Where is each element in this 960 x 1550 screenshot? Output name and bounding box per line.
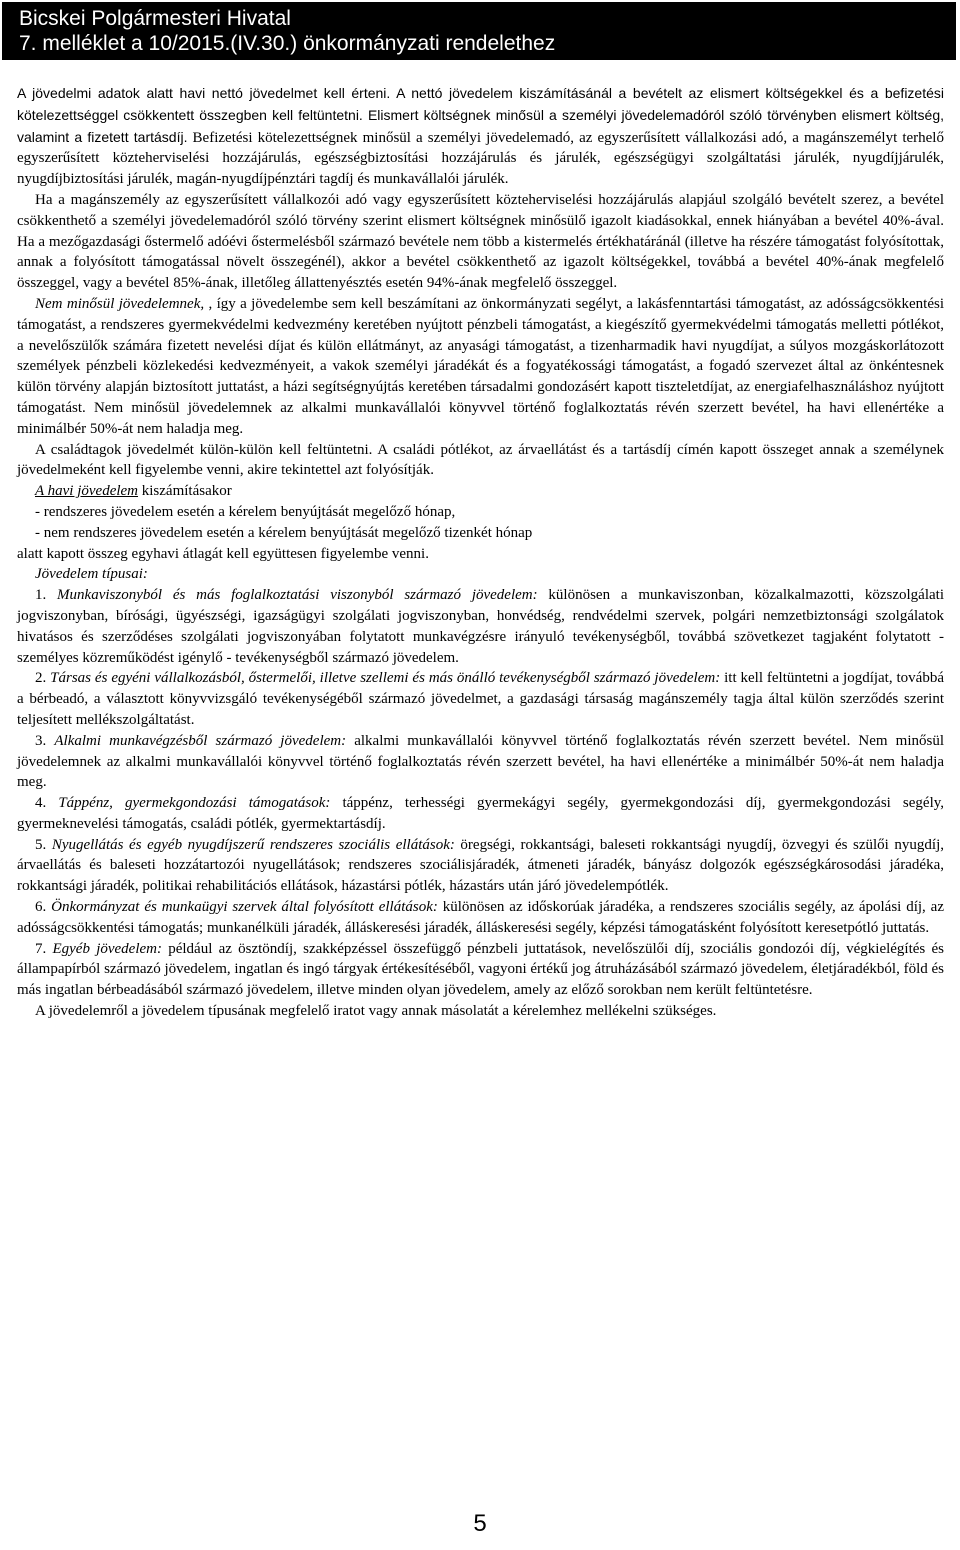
income-types-title-text: Jövedelem típusai: (35, 566, 148, 583)
document-body (17, 83, 944, 1022)
income-type-title: Nyugellátás és egyéb nyugdíjszerű rendszeres szociális ellátások: (51, 836, 455, 853)
income-type-7 (17, 939, 944, 1001)
not-income-text: , így a jövedelembe sem kell beszámítani az önkormányzati segélyt, a lakásfenntartási támogatást, az adósságcsökkentési támogatást, a rendszeres gyermekvédelmi kedvezmény keretében nyújtott pénzbeli támogatást, a kiegészítő gyermekvédelmi támogatás melletti pótlékot, a nevelőszülők számára fizetett nevelési díjat és külön ellátmányt, az anyasági támogatást, a tizenharmadik havi nyugdíjat, a súlyos mozgáskorlátozott személyek pénzbeli közlekedési kedvezményeit, a vakok személyi járadékát és a fogyatékossági támogatást, a fogadó szervezet által az önkéntesnek külön törvény alapján biztosított juttatást, a házi segítségnyújtás keretében társadalmi gondozásért kapott tiszteletdíjat, az energiafelhasználáshoz nyújtott támogatást. Nem minősül jövedelemnek az alkalmi munkavállalói könyvvel történő foglalkoztatás révén szerzett bevétel, ha havi ellenértéke a minimálbér 50%-át nem haladja meg. (17, 295, 944, 437)
income-type-title: Munkaviszonyból és más foglalkoztatási viszonyból származó jövedelem: (57, 587, 538, 604)
income-type-number: 7. (35, 940, 53, 957)
income-type-title: Önkormányzat és munkaügyi szervek által folyósított ellátások: (51, 899, 438, 916)
header-annex-title: 7. melléklet a 10/2015.(IV.30.) önkormányzati rendelethez (19, 32, 556, 55)
income-type-3 (17, 731, 944, 793)
paragraph-simplified-tax: Ha a magánszemély az egyszerűsített vállalkozói adó vagy egyszerűsített közteherviselési hozzájárulás alapjául szolgáló bevételt szerez, a bevétel csökkenthető a személyi jövedelemadóról szóló törvény szerint elismert költségnek minősülő igazolt kiadásokkal, ennek hiányában a bevétel 40%-ával. Ha a mezőgazdasági őstermelő adóévi őstermelésből származó bevétele nem több a kistermelés értékhatáránál (illetve ha részére támogatást folyósítottak, annak a folyósított támogatással növelt összegénél), akkor a bevétel csökkenthető az igazolt költségekkel, továbbá a bevétel 40%-ának megfelelő összeggel, vagy a bevétel 85%-ának, illetőleg állattenyésztés esetén 94%-ának megfelelő összeggel. (17, 191, 944, 292)
income-type-title: Egyéb jövedelem: (52, 940, 162, 957)
income-type-number: 6. (35, 899, 52, 916)
income-type-text: táppénz, terhességi gyermekágyi segély, gyermekgondozási díj, gyermekgondozási segély, gyermeknevelési támogatás, családi pótlék, gyermektartásdíj. (17, 795, 945, 832)
income-type-title: Táppénz, gyermekgondozási támogatások: (58, 795, 331, 812)
dash-item-irregular: - nem rendszeres jövedelem esetén a kérelem benyújtását megelőző tizenkét hónap (35, 524, 533, 541)
header-office-name: Bicskei Polgármesteri Hivatal (19, 7, 291, 30)
document-header (2, 2, 956, 60)
paragraph-net-income-obligations: Befizetési kötelezettségnek minősül a személyi jövedelemadó, az egyszerűsített vállalkozási adó, a magánszemélyt terhelő egyszerűsített közteherviselési hozzájárulás, egészségbiztosítási hozzájárulás és járulék, egészségügyi szolgáltatási járulék, nyugdíjjárulék, nyugdíjbiztosítási járulék, magán-nyugdíjpénztári tagdíj és munkavállalói járulék. (17, 129, 944, 188)
income-type-number: 3. (35, 732, 55, 749)
income-type-number: 2. (35, 670, 51, 687)
income-type-number: 1. (35, 587, 58, 604)
page-number: 5 (473, 1510, 487, 1537)
income-type-text: itt kell feltüntetni a jogdíjat, továbbá a bérbeadó, a választott könyvvizsgáló tevékenységéből származó jövedelmet, a gazdasági társaság magánszemély tagja által külön szerződés szerint teljesített mellékszolgáltatást. (17, 670, 944, 728)
paragraph-monthly-income (17, 481, 944, 502)
income-type-4 (17, 793, 944, 835)
not-income-lead: Nem minősül jövedelemnek, (35, 295, 205, 312)
income-type-title: Társas és egyéni vállalkozásból, őstermelői, illetve szellemi és más önálló tevékenységből származó jövedelem: (50, 670, 721, 687)
income-type-text: öregségi, rokkantsági, baleseti rokkantsági nyugdíj, özvegyi és szülői nyugdíj, árvaellátás és baleseti hozzátartozói nyugellátások; rendszeres szociálisjáradék, átmeneti járadék, bányász dolgozók egészségkárosodási járadéka, rokkantsági járadék, politikai rehabilitációs ellátások, házastársi pótlék, házastárs után járó jövedelempótlék. (17, 836, 944, 895)
income-type-6 (17, 897, 944, 939)
monthly-income-lead: A havi jövedelem (35, 483, 139, 500)
income-type-title: Alkalmi munkavégzésből származó jövedelem: (54, 732, 347, 749)
income-type-text: különösen az időskorúak járadéka, a rendszeres szociális segély, az ápolási díj, az adósságcsökkentési támogatás; munkanélküli járadék, álláskeresési járadék, álláskeresési segély, képzési támogatásként folyósított keresetpótló juttatás. (17, 899, 945, 936)
income-type-1 (17, 585, 944, 668)
paragraph-family-members: A családtagok jövedelmét külön-külön kell feltüntetni. A családi pótlékot, az árvaellátást és a tartásdíj címén kapott összeget annak a személynek jövedelmeként kell figyelembe venni, akire tekintettel azt folyósítják. (17, 441, 944, 479)
income-types-title (17, 564, 944, 585)
paragraph-net-income-intro: A jövedelmi adatok alatt havi nettó jövedelmet kell érteni. A nettó jövedelem kiszámításánál a bevételt az elismert költségekkel és a befizetési kötelezettséggel csökkentett összegben kell feltüntetni. Elismert költségnek minősül a személyi jövedelemadóról szóló törvényben elismert költség, valamint a fizetett tartásdíj. (17, 85, 944, 145)
income-type-5 (17, 835, 944, 897)
dash-item-regular: - rendszeres jövedelem esetén a kérelem benyújtását megelőző hónap, (35, 503, 456, 520)
income-type-number: 4. (35, 795, 59, 812)
paragraph-net-income (17, 83, 944, 190)
income-type-text: különösen a munkaviszonban, közalkalmazotti, közszolgálati jogviszonyban, bírósági, ügyészségi, igazságügyi szolgálati jogviszonyban, honvédség, rendvédelmi szervek, polgári nemzetbiztonsági szolgálatok hivatásos és szerződéses szolgálati jogviszonyában folytatott munkavégzésre irányuló tevékenységből, továbbá szövetkezet tagjaként folytatott - személyes közreműködést igénylő - tevékenységből származó jövedelem. (17, 587, 944, 666)
income-type-text: például az ösztöndíj, szakképzéssel összefüggő pénzbeli juttatások, nevelőszülői díj, szociális gondozói díj, végkielégítés és állampapírból származó jövedelem, ingatlan és ingó tárgyak értékesítéséből, vagyoni értékű jog átruházásából származó jövedelem, életjáradékból, föld és más ingatlan bérbeadásából származó jövedelem, illetve minden olyan jövedelem, amely az előző sorokban nem került feltüntetésre. (17, 940, 944, 999)
income-type-2 (17, 668, 944, 730)
monthly-income-text: kiszámításakor (138, 483, 232, 500)
paragraph-average: alatt kapott összeg egyhavi átlagát kell együttesen figyelembe venni. (17, 545, 429, 562)
paragraph-not-income (17, 294, 944, 440)
paragraph-closing: A jövedelemről a jövedelem típusának megfelelő iratot vagy annak másolatát a kérelemhez mellékelni szükséges. (35, 1003, 717, 1020)
income-type-text: alkalmi munkavállalói könyvvel történő foglalkoztatás révén szerzett bevétel. Nem minősül jövedelemnek az alkalmi munkavállalói könyvvel történő foglalkoztatás révén szerzett bevétel, ha havi ellenértéke a minimálbér 50%-át nem haladja meg. (17, 732, 945, 791)
income-type-number: 5. (35, 836, 52, 853)
